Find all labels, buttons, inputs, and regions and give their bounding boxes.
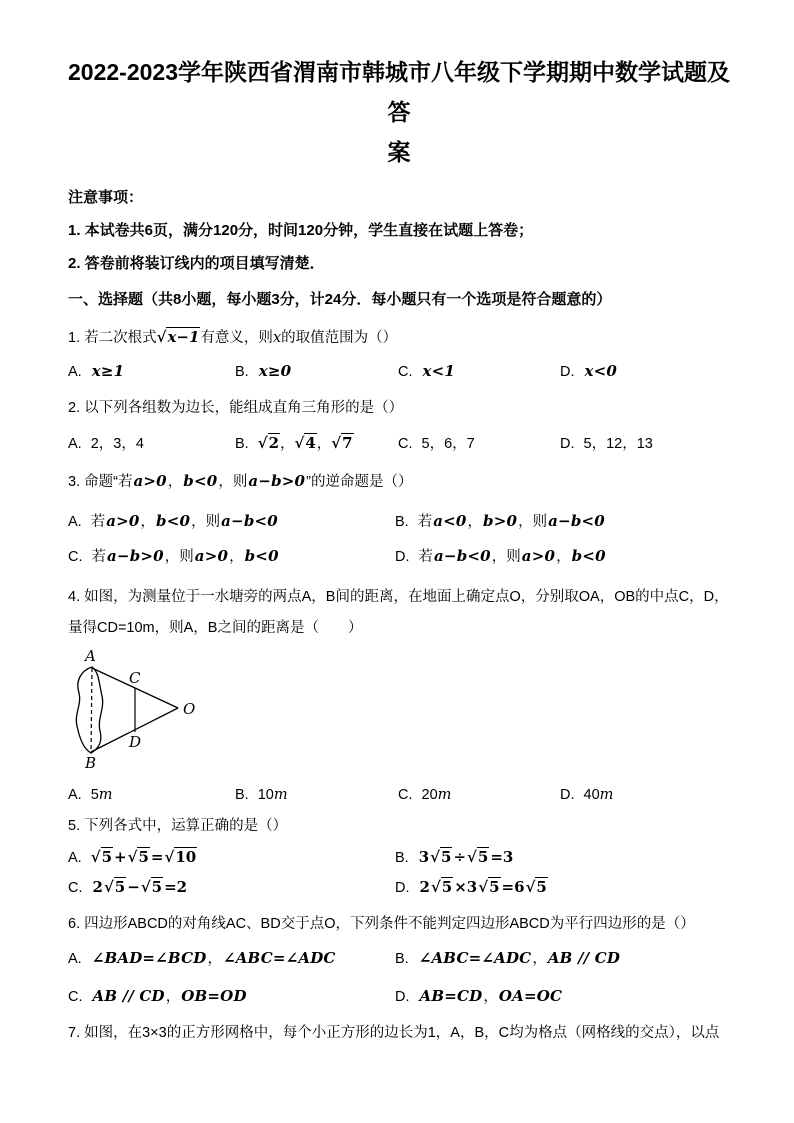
question-6-options-row-2 (68, 985, 730, 1006)
question-3-stem (68, 468, 730, 495)
math: AB=CD (419, 987, 483, 1005)
option-a (68, 362, 235, 380)
q1-stem-post: 的取值范围为（） (281, 330, 398, 346)
option-a (68, 432, 235, 453)
option-a-label: A. (68, 850, 82, 866)
sqrt-expression (104, 877, 126, 896)
unit: m (437, 787, 452, 803)
question-3-options-row-2 (68, 545, 730, 566)
q3-stem-pre: 3. 命题“若 (68, 474, 133, 490)
option-c-label: C. (398, 364, 413, 380)
question-2-options (68, 432, 730, 453)
math: b>0 (483, 512, 518, 530)
radicand: 5 (441, 848, 452, 866)
separator: ， (467, 514, 483, 530)
text: 若 (417, 514, 433, 530)
option-a-label: A. (68, 951, 82, 967)
option-c-label: C. (398, 787, 413, 803)
notice-heading: 注意事项： (68, 189, 144, 206)
separator: ，则 (491, 549, 521, 565)
section-heading: 一、选择题（共8小题，每小题3分，计24分．每小题只有一个选项是符合题意的） (68, 291, 612, 308)
coefficient: 2 (419, 878, 430, 896)
question-5-stem: 5. 下列各式中，运算正确的是（） (68, 818, 288, 834)
q1-variable: x (272, 330, 282, 346)
sqrt-expression (430, 847, 452, 866)
unit: m (273, 787, 288, 803)
operator: =2 (164, 878, 188, 896)
math: b<0 (571, 547, 606, 565)
operator: + (114, 848, 127, 866)
math: b<0 (156, 512, 191, 530)
separator: ，则 (164, 549, 194, 565)
option-c (398, 787, 560, 803)
q3-math-1: a>0 (133, 472, 167, 490)
option-a-text: 2，3，4 (90, 436, 144, 452)
question-7 (68, 1020, 730, 1046)
page-title-line1: 2022-2023学年陕西省渭南市韩城市八年级下学期期中数学试题及答 (68, 59, 730, 125)
radicand: 2 (268, 434, 279, 452)
math: OA=OC (498, 987, 563, 1005)
option-b-label: B. (235, 364, 249, 380)
sqrt-expression (331, 433, 353, 452)
option-d (560, 787, 730, 803)
option-b-label: B. (235, 436, 249, 452)
value: 40 (583, 787, 600, 803)
text: 若 (418, 549, 433, 565)
math: a>0 (106, 512, 140, 530)
point-label-b: B (85, 754, 97, 772)
option-b-label: B. (395, 514, 409, 530)
option-d-label: D. (560, 436, 575, 452)
option-b-label: B. (395, 850, 409, 866)
question-2 (68, 395, 730, 453)
q1-stem-pre: 1. 若二次根式 (68, 330, 157, 346)
option-b-text: x≥0 (258, 362, 292, 380)
option-d-label: D. (560, 787, 575, 803)
coefficient: 3 (418, 848, 430, 866)
value: 10 (257, 787, 274, 803)
operator: ÷ (453, 848, 467, 866)
option-b (395, 848, 730, 866)
separator: ， (207, 951, 222, 967)
operator: = (150, 848, 164, 866)
sqrt-expression (91, 847, 113, 866)
question-2-stem: 2. 以下列各组数为边长，能组成直角三角形的是（） (68, 400, 404, 416)
operator: − (127, 878, 140, 896)
notice-item-1: 1. 本试卷共6页，满分120分，时间120分钟，学生直接在试题上答卷； (68, 222, 534, 239)
notice-item-2: 2. 答卷前将装订线内的项目填写清楚． (68, 255, 325, 272)
option-c-label: C. (68, 880, 83, 896)
option-c (68, 985, 395, 1006)
question-6-stem: 6. 四边形ABCD的对角线AC、BD交于点O，下列条件不能判定四边形ABCD为平行四边形的是（） (68, 916, 695, 932)
radicand: 5 (489, 878, 500, 896)
q3-math-2: b<0 (183, 472, 218, 490)
math: a>0 (521, 547, 556, 565)
point-label-a: A (85, 647, 96, 665)
question-4-stem: 4. 如图，为测量位于一水塘旁的两点A，B间的距离，在地面上确定点O，分别取OA，OB的中点C，D，量得CD=10m，则A，B之间的距离是（ ） (68, 589, 729, 636)
operator: ×3 (454, 878, 478, 896)
pond-survey-figure (72, 646, 232, 776)
option-b (395, 947, 730, 968)
question-3 (68, 468, 730, 566)
question-4 (68, 582, 730, 803)
math: OB=OD (181, 987, 247, 1005)
pond-outline (76, 667, 102, 753)
math: a<0 (433, 512, 467, 530)
option-d (395, 878, 730, 896)
option-d-label: D. (395, 880, 410, 896)
option-d (395, 545, 730, 566)
option-c (68, 878, 395, 896)
option-c-text: x<1 (422, 362, 456, 380)
coefficient: 2 (92, 878, 103, 896)
option-c-label: C. (68, 549, 83, 565)
option-d (395, 985, 730, 1006)
text: 若 (90, 514, 106, 530)
point-label-c: C (129, 669, 141, 687)
option-d-text: x<0 (584, 362, 618, 380)
option-a (68, 510, 395, 531)
option-b (235, 432, 398, 453)
separator: ，则 (218, 474, 248, 490)
q1-stem-mid: 有意义，则 (200, 330, 273, 346)
math: ∠ABC=∠ADC (222, 949, 336, 967)
sqrt-expression (128, 847, 150, 866)
option-a-label: A. (68, 364, 82, 380)
option-d-label: D. (395, 549, 410, 565)
option-d (560, 362, 730, 380)
math: a−b<0 (434, 547, 491, 565)
math: ∠ABC=∠ADC (418, 949, 532, 967)
radicand: 5 (114, 878, 126, 896)
question-5-options-row-1 (68, 848, 730, 866)
math: b<0 (244, 547, 279, 565)
math: a−b>0 (107, 547, 164, 565)
option-d-text: 5，12，13 (583, 436, 653, 452)
sqrt-expression (467, 847, 489, 866)
option-b (395, 510, 730, 531)
radicand: 5 (477, 848, 489, 866)
operator: =3 (490, 848, 514, 866)
question-1-stem (68, 324, 730, 351)
option-a-text: x≥1 (91, 362, 125, 380)
q3-stem-post: ”的逆命题是（） (306, 474, 413, 490)
option-d (560, 432, 730, 453)
question-1-options (68, 362, 730, 380)
q1-radicand: x−1 (167, 328, 200, 346)
math: a−b<0 (548, 512, 605, 530)
operator: =6 (501, 878, 525, 896)
math: AB // CD (92, 987, 165, 1005)
sqrt-expression (258, 433, 280, 452)
separator: ， (229, 549, 244, 565)
math: a−b<0 (221, 512, 278, 530)
math: ∠BAD=∠BCD (91, 949, 207, 967)
separator: ， (556, 549, 571, 565)
option-a (68, 787, 235, 803)
radicand: 7 (342, 434, 353, 452)
question-5 (68, 813, 730, 896)
option-c-label: C. (398, 436, 413, 452)
question-7-stem: 7. 如图，在3×3的正方形网格中，每个小正方形的边长为1，A，B，C均为格点（网格线的交点），以点 (68, 1025, 720, 1041)
math: AB // CD (547, 949, 621, 967)
unit: m (599, 787, 614, 803)
separator: ， (167, 474, 183, 490)
question-6 (68, 911, 730, 1006)
radicand: 5 (101, 848, 112, 866)
text: 若 (91, 549, 106, 565)
option-b-label: B. (395, 951, 409, 967)
question-1 (68, 324, 730, 380)
radicand: 5 (441, 878, 453, 896)
question-4-options (68, 787, 730, 803)
option-a-label: A. (68, 514, 82, 530)
question-3-options-row-1 (68, 510, 730, 531)
point-label-o: O (183, 700, 196, 718)
sqrt-expression (141, 877, 163, 896)
option-c (68, 545, 395, 566)
option-b-label: B. (235, 787, 249, 803)
sqrt-expression (478, 877, 500, 896)
separator: ， (140, 514, 156, 530)
option-a (68, 848, 395, 866)
dashed-segment-ab (91, 668, 92, 752)
separator: ， (280, 436, 295, 452)
option-c (398, 432, 560, 453)
option-a-label: A. (68, 787, 82, 803)
radicand: 10 (175, 848, 197, 866)
page-title-line2: 案 (387, 139, 411, 165)
radicand: 5 (138, 848, 149, 866)
option-b (235, 362, 398, 380)
q3-math-3: a−b>0 (248, 472, 306, 490)
sqrt-expression (157, 327, 201, 346)
option-c (398, 362, 560, 380)
question-5-options-row-2 (68, 878, 730, 896)
value: 5 (90, 787, 99, 803)
radicand: 5 (536, 878, 547, 896)
sqrt-expression (431, 877, 453, 896)
sqrt-expression (164, 847, 197, 866)
radicand: 5 (151, 878, 163, 896)
sqrt-expression (295, 433, 317, 452)
radicand: 4 (305, 434, 316, 452)
sqrt-expression (526, 877, 548, 896)
separator: ，则 (191, 514, 221, 530)
question-6-options-row-1 (68, 947, 730, 968)
math: a>0 (194, 547, 229, 565)
option-b (235, 787, 398, 803)
value: 20 (421, 787, 438, 803)
option-d-label: D. (395, 989, 410, 1005)
option-c-text: 5，6，7 (421, 436, 475, 452)
separator: ， (483, 989, 498, 1005)
option-c-label: C. (68, 989, 83, 1005)
unit: m (98, 787, 113, 803)
option-a (68, 947, 395, 968)
separator: ， (316, 436, 332, 452)
point-label-d: D (129, 733, 142, 751)
separator: ，则 (518, 514, 548, 530)
option-a-label: A. (68, 436, 82, 452)
option-d-label: D. (560, 364, 575, 380)
separator: ， (532, 951, 547, 967)
separator: ， (165, 989, 181, 1005)
